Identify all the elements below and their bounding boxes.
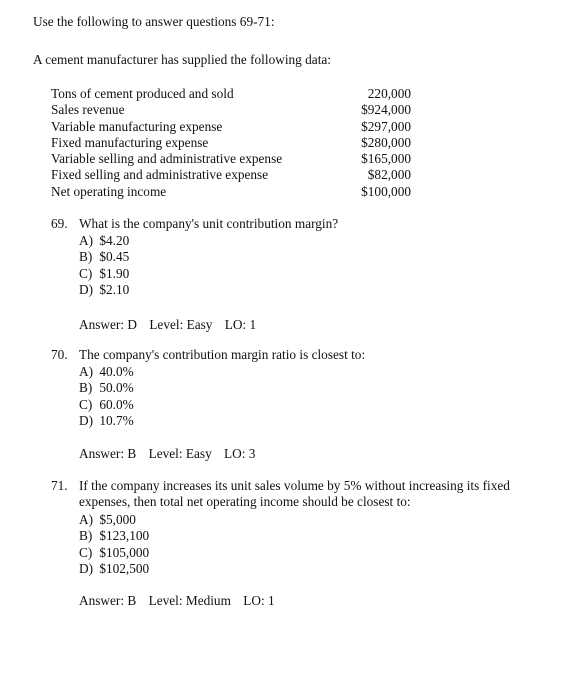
choice-text: $2.10 [99, 281, 130, 297]
choice-letter: D) [79, 281, 94, 297]
choice-text: $0.45 [99, 249, 130, 265]
choice-d [79, 561, 149, 577]
data-value: 220,000 [367, 86, 411, 101]
choice-letter: B) [79, 380, 93, 396]
choice-text: $5,000 [99, 512, 136, 527]
choice-text: 10.7% [99, 412, 134, 428]
answer-line [79, 593, 284, 609]
choice-a [79, 364, 134, 380]
data-row [51, 151, 411, 167]
difficulty-level: Level: Easy [148, 446, 212, 461]
choice-list [79, 233, 129, 298]
choice-text: 60.0% [99, 396, 134, 412]
data-label: Fixed manufacturing expense [51, 134, 209, 150]
data-value: $165,000 [361, 151, 411, 167]
choice-letter: C) [79, 396, 93, 412]
data-value: $924,000 [361, 102, 411, 118]
choice-a [79, 233, 129, 249]
data-label: Variable selling and administrative expense [51, 151, 283, 167]
choice-letter: D) [79, 412, 94, 428]
learning-objective: LO: 3 [224, 446, 256, 461]
data-row [51, 135, 411, 151]
data-row [51, 102, 411, 118]
answer-key: Answer: D [79, 317, 137, 332]
data-label: Fixed selling and administrative expense [51, 167, 269, 183]
question-text: The company's contribution margin ratio is closest to: [79, 347, 366, 362]
choice-b [79, 249, 129, 265]
choice-text: $4.20 [99, 233, 130, 248]
choice-d [79, 282, 129, 298]
data-row [51, 86, 411, 102]
choice-d [79, 413, 134, 429]
answer-line [79, 317, 265, 333]
question-text: What is the company's unit contribution margin? [79, 216, 339, 231]
choice-c [79, 545, 149, 561]
data-value: $100,000 [361, 183, 411, 199]
choice-letter: A) [79, 512, 94, 527]
choice-a [79, 512, 149, 528]
choice-text: $102,500 [99, 560, 150, 576]
learning-objective: LO: 1 [224, 317, 257, 332]
choice-b [79, 380, 134, 396]
choice-list [79, 512, 149, 577]
question-number: 69. [51, 216, 68, 231]
question-number: 71. [51, 478, 68, 493]
data-row [51, 184, 411, 200]
instructions-heading: Use the following to answer questions 69-71: [33, 14, 275, 29]
choice-c [79, 266, 129, 282]
choice-letter: C) [79, 544, 93, 560]
data-value: $297,000 [361, 118, 411, 134]
question-number: 70. [51, 347, 68, 362]
answer-key: Answer: B [79, 446, 137, 461]
data-label: Tons of cement produced and sold [51, 86, 234, 101]
data-label: Net operating income [51, 183, 167, 199]
choice-letter: A) [79, 364, 94, 379]
data-row [51, 167, 411, 183]
choice-list [79, 364, 134, 429]
choice-letter: D) [79, 560, 94, 576]
data-row [51, 119, 411, 135]
data-value: $280,000 [361, 134, 411, 150]
difficulty-level: Level: Medium [148, 593, 231, 608]
choice-c [79, 397, 134, 413]
choice-text: 40.0% [99, 364, 134, 379]
data-label: Variable manufacturing expense [51, 118, 223, 134]
choice-b [79, 528, 149, 544]
choice-letter: B) [79, 249, 93, 265]
data-value: $82,000 [367, 167, 411, 183]
difficulty-level: Level: Easy [149, 317, 213, 332]
choice-letter: A) [79, 233, 94, 248]
choice-text: 50.0% [99, 380, 134, 396]
choice-text: $105,000 [99, 544, 150, 560]
scenario-description: A cement manufacturer has supplied the following data: [33, 52, 331, 67]
choice-letter: C) [79, 265, 93, 281]
choice-text: $1.90 [99, 265, 130, 281]
financial-data-table [51, 86, 411, 200]
data-label: Sales revenue [51, 102, 125, 118]
answer-line [79, 446, 264, 462]
answer-key: Answer: B [79, 593, 137, 608]
choice-text: $123,100 [99, 528, 150, 544]
choice-letter: B) [79, 528, 93, 544]
question-text: If the company increases its unit sales volume by 5% without increasing its fixed expenses, then total net operating income should be closest to: [79, 478, 510, 509]
learning-objective: LO: 1 [243, 593, 275, 608]
